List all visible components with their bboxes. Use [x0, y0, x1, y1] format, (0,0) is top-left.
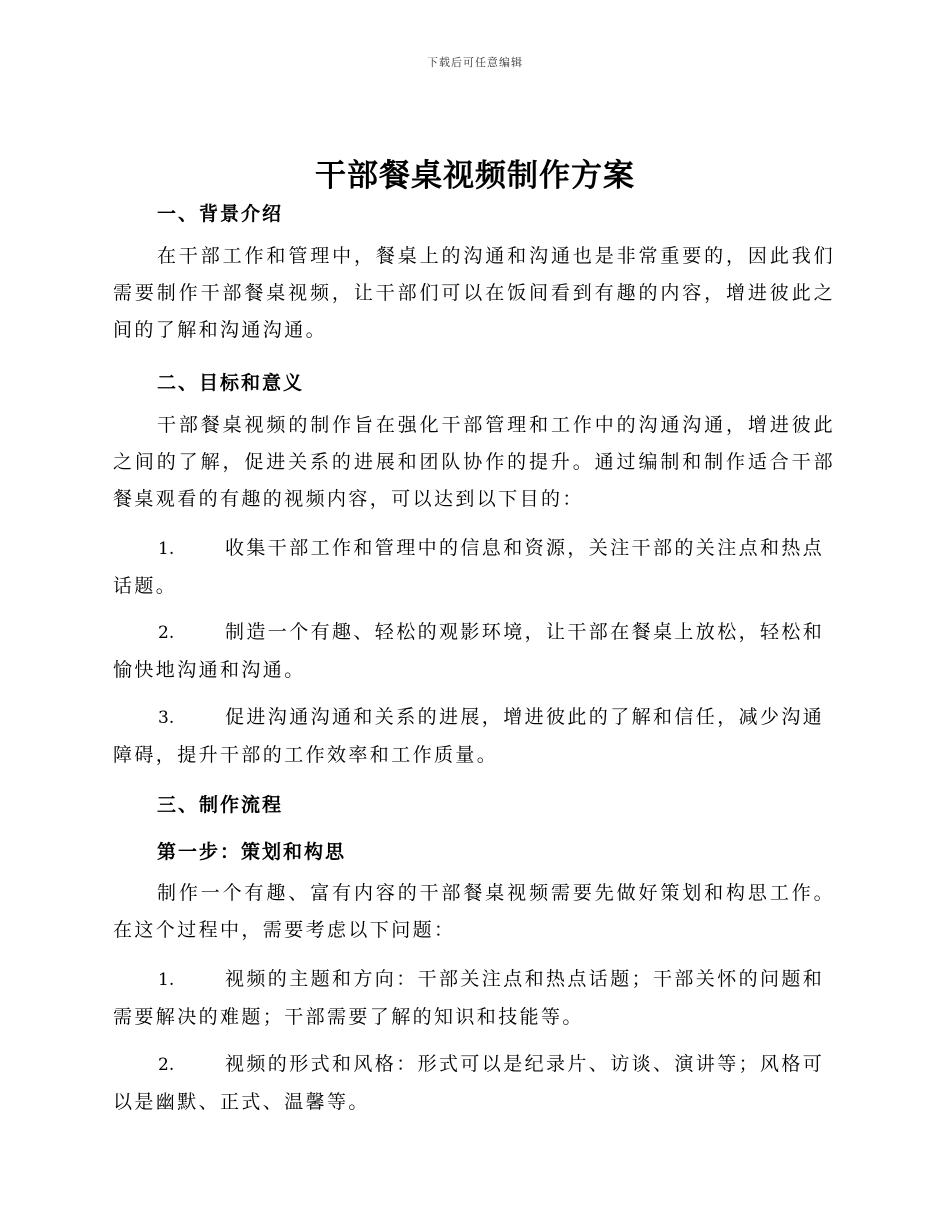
list-item — [113, 614, 835, 689]
list-item-text: 促进沟通沟通和关系的进展，增进彼此的了解和信任，减少沟通障碍，提升干部的工作效率和工作质量。 — [113, 706, 825, 766]
list-item-text: 视频的形式和风格：形式可以是纪录片、访谈、演讲等；风格可以是幽默、正式、温馨等。 — [113, 1053, 825, 1113]
list-item-number: 3. — [158, 708, 175, 728]
list-item-number: 2. — [158, 1055, 175, 1075]
list-item — [113, 699, 835, 774]
document-title: 干部餐桌视频制作方案 — [315, 158, 635, 194]
paragraph: 制作一个有趣、富有内容的干部餐桌视频需要先做好策划和构思工作。在这个过程中，需要考虑以下问题： — [113, 882, 835, 941]
paragraph: 干部餐桌视频的制作旨在强化干部管理和工作中的沟通沟通，增进彼此之间的了解，促进关系的进展和团队协作的提升。通过编制和制作适合干部餐桌观看的有趣的视频内容，可以达到以下目的： — [113, 414, 835, 510]
paragraph: 在干部工作和管理中，餐桌上的沟通和沟通也是非常重要的，因此我们需要制作干部餐桌视频，让干部们可以在饭间看到有趣的内容，增进彼此之间的了解和沟通沟通。 — [113, 245, 835, 341]
list-item-text: 收集干部工作和管理中的信息和资源，关注干部的关注点和热点话题。 — [113, 537, 825, 597]
list-item-number: 1. — [158, 970, 175, 990]
section-heading: 三、制作流程 — [157, 794, 284, 816]
list-item-text: 制造一个有趣、轻松的观影环境，让干部在餐桌上放松，轻松和愉快地沟通和沟通。 — [113, 621, 825, 681]
list-item — [113, 1046, 835, 1121]
section-heading: 二、目标和意义 — [157, 372, 305, 394]
list-item-text: 视频的主题和方向：干部关注点和热点话题；干部关怀的问题和需要解决的难题；干部需要了解的知识和技能等。 — [113, 968, 825, 1028]
section-heading: 一、背景介绍 — [157, 203, 284, 225]
subsection-heading: 第一步：策划和构思 — [157, 841, 347, 863]
header-note: 下载后可任意编辑 — [427, 56, 523, 69]
list-item — [113, 961, 835, 1036]
list-item-number: 1. — [158, 539, 175, 559]
list-item-number: 2. — [158, 623, 175, 643]
list-item — [113, 530, 835, 605]
